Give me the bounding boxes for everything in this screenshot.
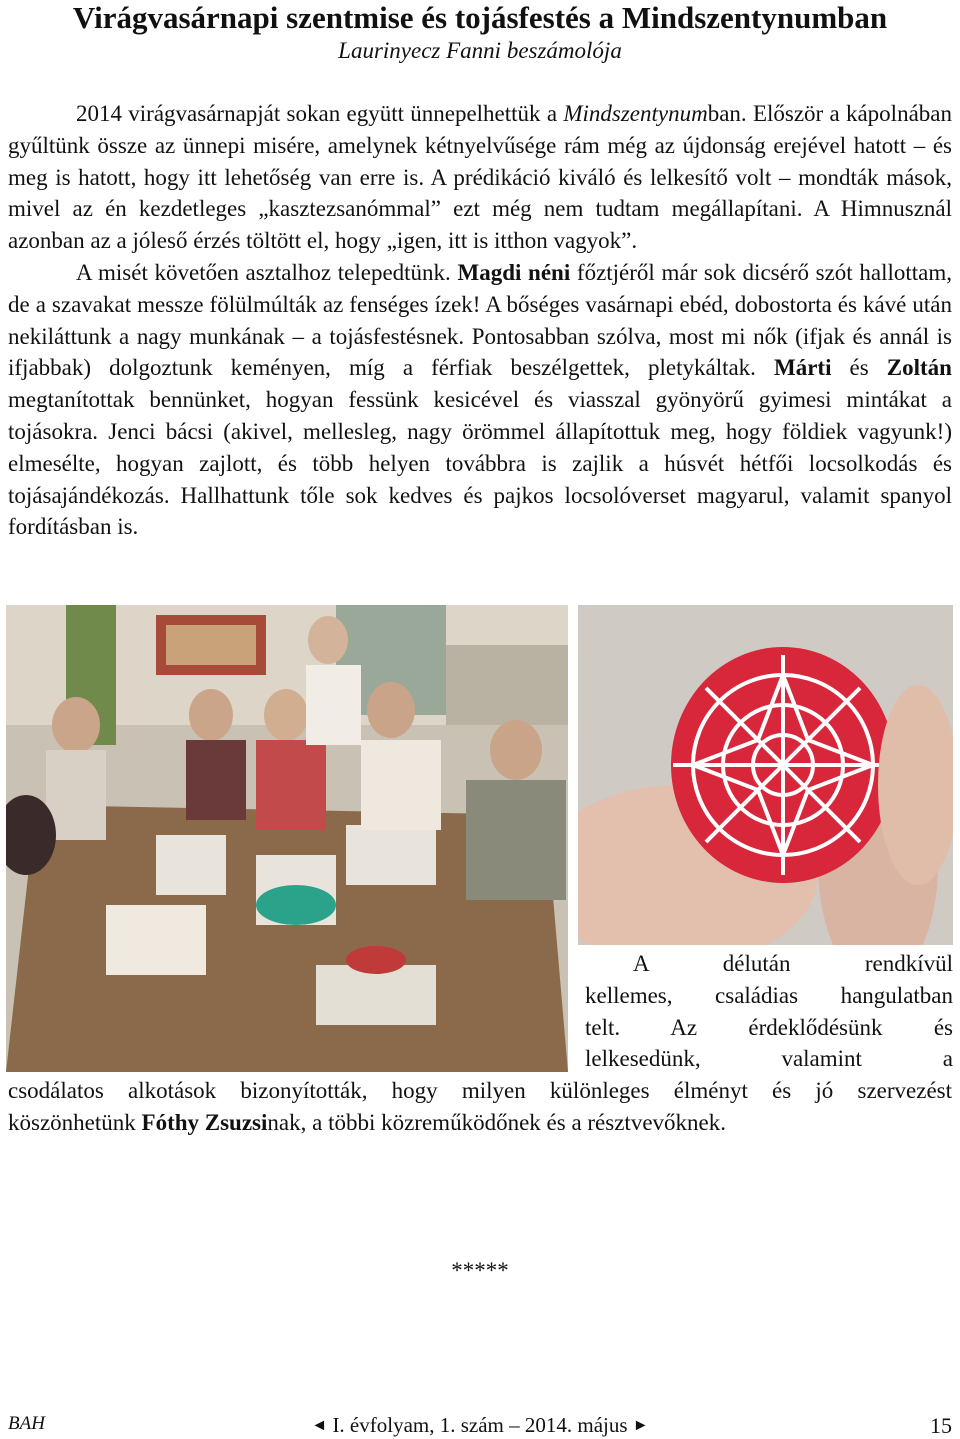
closing-line: csodálatos alkotások bizonyították, hogy milyen különleges élményt és jó szervezést [8, 1078, 952, 1103]
text-run-bold: Zoltán [886, 355, 952, 381]
text-run: ban. Először a kápolnában gyűltünk össze az ünnepi misére, amelynek kétnyelvűsége rám még az újdonság erejével hatott – és meg is hatott, hogy itt lehetőség van erre is. A prédikáció kiváló és lelkesítő volt – mondták mások, mivel az én kezdetleges „kasztezsanómmal” ezt még nem tudtam megállapítani. A Himnusznál azonban az a jóleső érzés töltött el, hogy „igen, itt is itthon vagyok”. [8, 101, 952, 254]
closing-line [8, 1110, 726, 1135]
text-run: főztjéről már sok dicsérő szót hallottam, de a szavakat messze fölülmúlták az fenséges ízek! A bőséges vasárnapi ebéd, dobostorta és kávé után nekiláttunk a nagy munkának – a tojásfestésnek. Pontosabban szólva, most mi nők (ifjak és annál is ifjabbak) dolgoztunk keményen, míg a férfiak beszélgettek, pletykáltak. [8, 259, 952, 381]
caption-line: telt. Az érdeklődésünk és [585, 1014, 953, 1040]
text-run-italic: Mindszentynum [563, 101, 708, 126]
painted-red-egg-photo [578, 605, 953, 945]
text-run-bold: Magdi néni [457, 259, 571, 285]
article-body [8, 98, 952, 543]
page-number: 15 [930, 1413, 952, 1438]
text-run: köszönhetünk [8, 1109, 142, 1135]
footer-issue-text: I. évfolyam, 1. szám – 2014. május [332, 1413, 628, 1437]
caption-line: kellemes, családias hangulatban [585, 982, 953, 1008]
text-run-bold: Márti [774, 355, 832, 381]
text-run: 2014 virágvasárnapját sokan együtt ünnepelhettük a [76, 101, 564, 126]
section-separator: ***** [451, 1258, 509, 1283]
footer-publisher: BAH [8, 1413, 45, 1434]
article-title: Virágvasárnapi szentmise és tojásfestés a Mindszentynumban [72, 0, 888, 35]
article-subtitle: Laurinyecz Fanni beszámolója [338, 38, 622, 63]
page-footer [8, 1413, 952, 1439]
caption-line: A délután rendkívül [633, 951, 953, 976]
text-run: A misét követően asztalhoz telepedtünk. [76, 259, 458, 285]
left-arrow-icon: ◄ [311, 1417, 328, 1434]
text-run: nak, a többi közreműködőnek és a résztvevőknek. [267, 1109, 726, 1135]
footer-issue [8, 1413, 952, 1438]
paragraph-2 [8, 257, 952, 543]
closing-paragraph [8, 1075, 952, 1139]
right-arrow-icon: ► [632, 1417, 649, 1434]
text-run-bold: Fóthy Zsuzsi [141, 1109, 268, 1135]
caption-line: lelkesedünk, valamint a [585, 1046, 953, 1072]
egg-painting-group-photo [6, 605, 568, 1072]
text-run: és [831, 355, 887, 381]
paragraph-1 [8, 98, 952, 257]
text-run: megtanítottak bennünket, hogyan fessünk kesicével és viasszal gyönyörű gyimesi mintákat a tojásokra. Jenci bácsi (akivel, mellesleg, nagy örömmel állapítottuk meg, hogy földiek vagyunk!) elmesélte, hogyan zajlott, és több helyen továbbra is zajlik a húsvét hétfői locsolkodás és tojásajándékozás. Hallhattunk tőle sok kedves és pajkos locsolóverset magyarul, valamit spanyol fordításban is. [8, 387, 952, 540]
photo-caption-text [585, 948, 953, 1075]
